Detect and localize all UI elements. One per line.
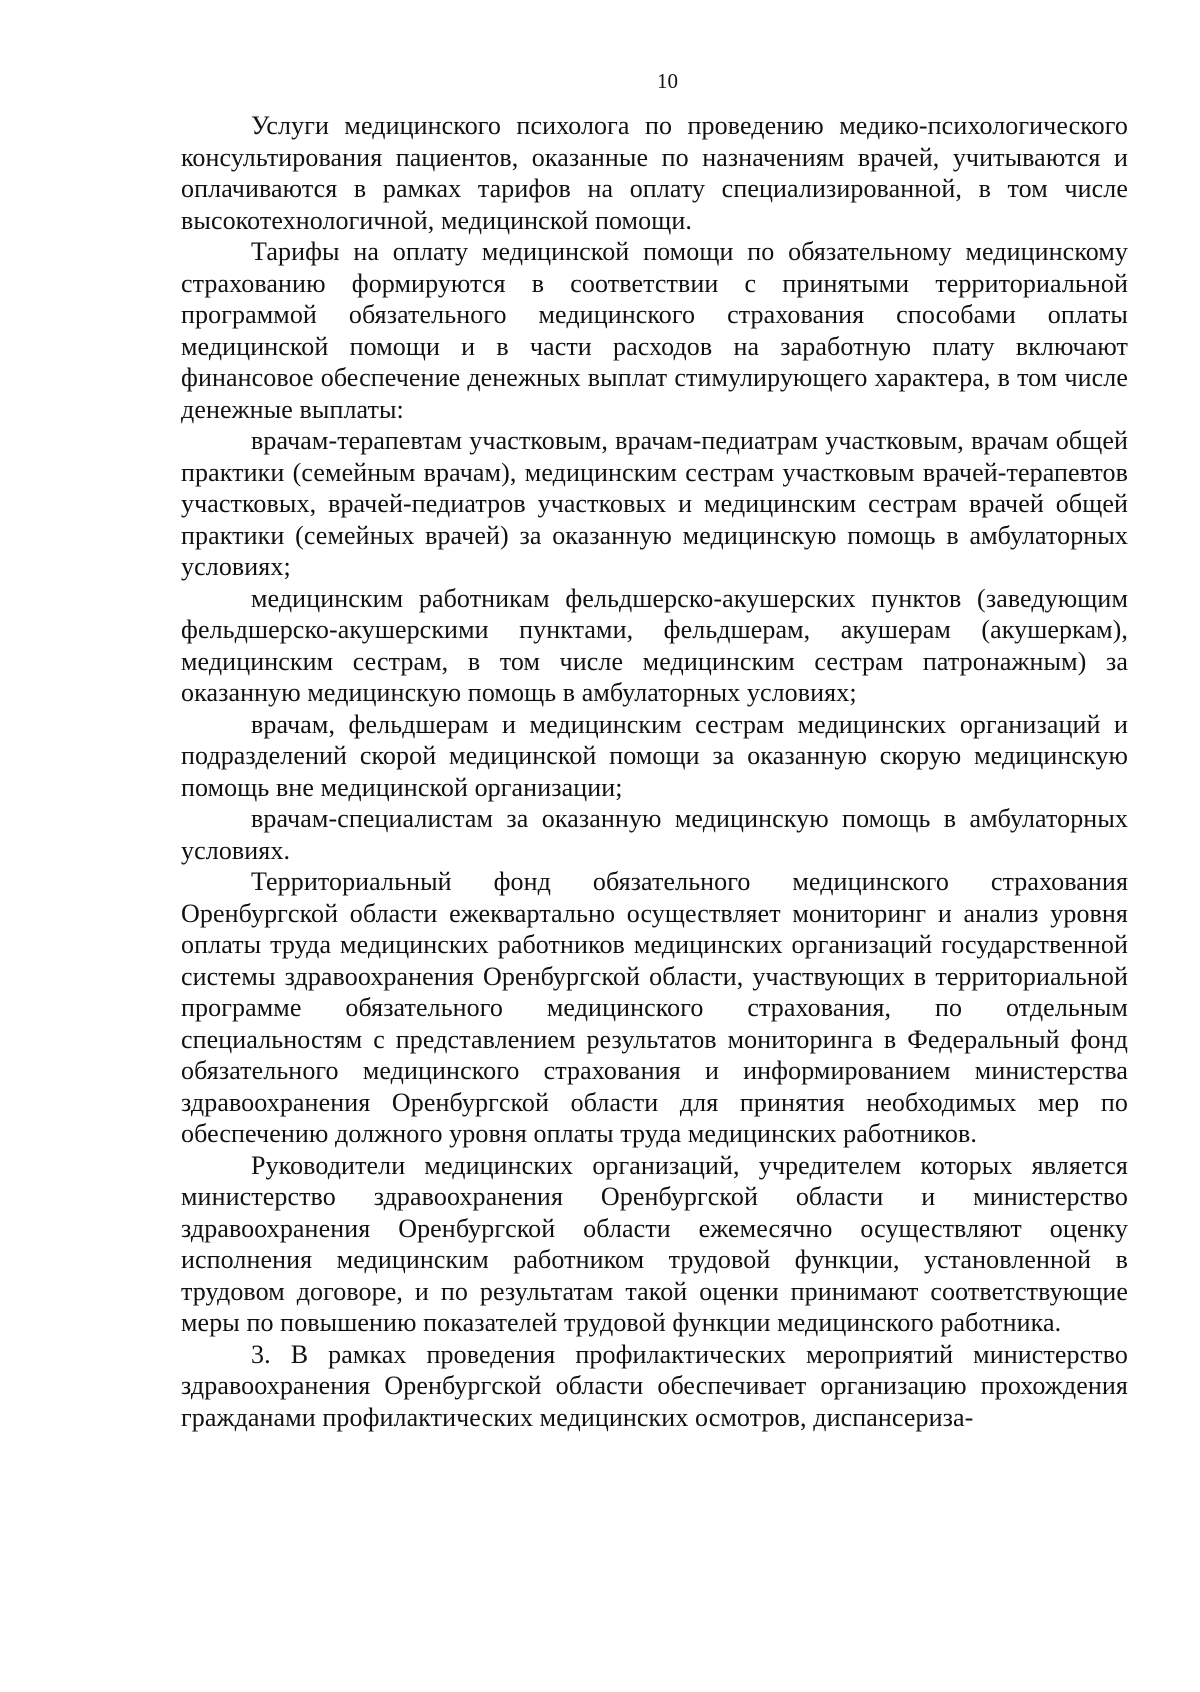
- paragraph-specialists: врачам-специалистам за оказанную медицинскую помощь в амбулаторных условиях.: [181, 804, 1128, 865]
- document-body: [181, 110, 1128, 1433]
- paragraph-heads-of-organizations: Руководители медицинских организаций, учредителем которых является министерство здравоохранения Оренбургской области и министерство здравоохранения Оренбургской области ежемесячно осуществляют оценку исполнения медицинским работником трудовой функции, установленной в трудовом договоре, и по результатам такой оценки принимают соответствующие меры по повышению показателей трудовой функции медицинского работника.: [181, 1150, 1128, 1337]
- paragraph-emergency-care: врачам, фельдшерам и медицинским сестрам медицинских организаций и подразделений скорой медицинской помощи за оказанную скорую медицинскую помощь вне медицинской организации;: [181, 709, 1128, 802]
- paragraph-preventive-measures: 3. В рамках проведения профилактических мероприятий министерство здравоохранения Оренбургской области обеспечивает организацию прохождения гражданами профилактических медицинских осмотров, диспансериза-: [181, 1339, 1128, 1432]
- paragraph-tariffs: Тарифы на оплату медицинской помощи по обязательному медицинскому страхованию формируются в соответствии с принятыми территориальной программой обязательного медицинского страхования способами оплаты медицинской помощи и в части расходов на заработную плату включают финансовое обеспечение денежных выплат стимулирующего характера, в том числе денежные выплаты:: [181, 237, 1128, 424]
- paragraph-feldsher-stations: медицинским работникам фельдшерско-акушерских пунктов (заведующим фельдшерско-акушерскими пунктами, фельдшерам, акушерам (акушеркам), медицинским сестрам, в том числе медицинским сестрам патронажным) за оказанную медицинскую помощь в амбулаторных условиях;: [181, 583, 1128, 707]
- paragraph-psychologist-services: Услуги медицинского психолога по проведению медико-психологического консультирования пациентов, оказанные по назначениям врачей, учитываются и оплачиваются в рамках тарифов на оплату специализированной, в том числе высокотехнологичной, медицинской помощи.: [181, 111, 1128, 235]
- paragraph-district-doctors: врачам-терапевтам участковым, врачам-педиатрам участковым, врачам общей практики (семейным врачам), медицинским сестрам участковым врачей-терапевтов участковых, врачей-педиатров участковых и медицинским сестрам врачей общей практики (семейных врачей) за оказанную медицинскую помощь в амбулаторных условиях;: [181, 426, 1128, 581]
- page-number: 10: [657, 69, 678, 93]
- paragraph-territorial-fund: Территориальный фонд обязательного медицинского страхования Оренбургской области ежеквартально осуществляет мониторинг и анализ уровня оплаты труда медицинских работников медицинских организаций государственной системы здравоохранения Оренбургской области, участвующих в территориальной программе обязательного медицинского страхования, по отдельным специальностям с представлением результатов мониторинга в Федеральный фонд обязательного медицинского страхования и информированием министерства здравоохранения Оренбургской области для принятия необходимых мер по обеспечению должного уровня оплаты труда медицинских работников.: [181, 867, 1128, 1148]
